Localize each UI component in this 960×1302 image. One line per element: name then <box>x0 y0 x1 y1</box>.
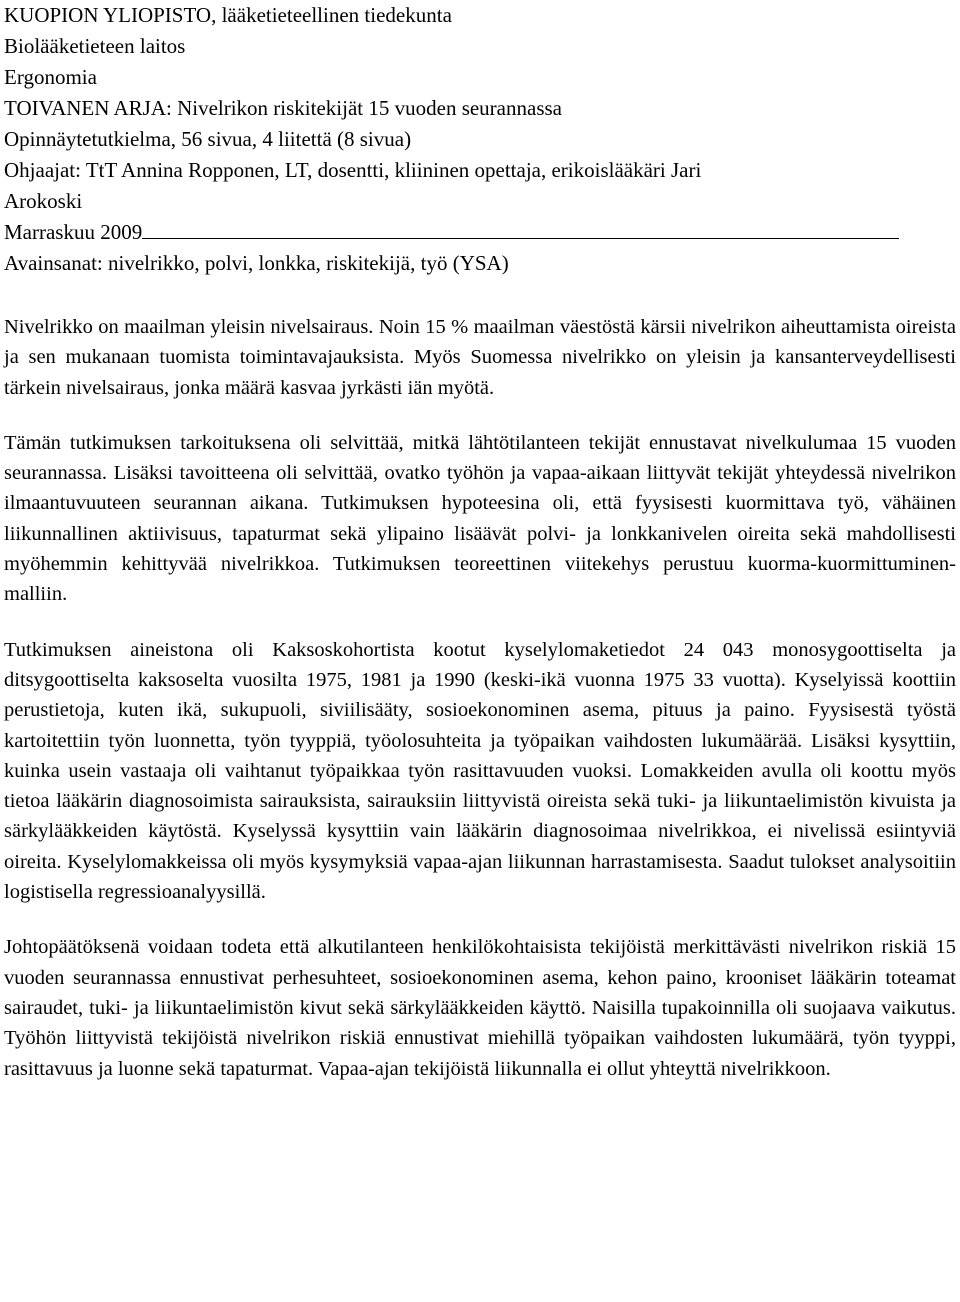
date-text: Marraskuu 2009 <box>4 220 143 244</box>
abstract-paragraph-4: Johtopäätöksenä voidaan todeta että alkutilanteen henkilökohtaisista tekijöistä merkittävästi nivelrikon riskiä 15 vuoden seurannassa ennustivat perhesuhteet, sosioekonominen asema, kehon paino, krooniset lääkärin toteamat sairaudet, tuki- ja liikuntaelimistön kivut sekä särkylääkkeiden käyttö. Naisilla tupakoinnilla oli suojaava vaikutus. Työhön liittyvistä tekijöistä nivelrikon riskiä ennustivat miehillä työpaikan vaihdosten lukumäärä, työn tyyppi, rasittavuus ja luonne sekä tapaturmat. Vapaa-ajan tekijöistä liikunnalla ei ollut yhteyttä nivelrikkoon. <box>4 936 956 1080</box>
university-line: KUOPION YLIOPISTO, lääketieteellinen tiedekunta <box>4 3 452 27</box>
document-header <box>4 0 956 279</box>
abstract-paragraph-2: Tämän tutkimuksen tarkoituksena oli selvittää, mitkä lähtötilanteen tekijät ennustavat nivelkulumaa 15 vuoden seurannassa. Lisäksi tavoitteena oli selvittää, ovatko työhön ja vapaa-aikaan liittyvät tekijät yhteydessä nivelrikon ilmaantuvuuteen seurannan aikana. Tutkimuksen hypoteesina oli, että fyysisesti kuormittava työ, vähäinen liikunnallinen aktiivisuus, tapaturmat sekä ylipaino lisäävät polvi- ja lonkkanivelen oireita sekä mahdollisesti myöhemmin kehittyvää nivelrikkoa. Tutkimuksen teoreettinen viitekehys perustuu kuorma-kuormittuminen-malliin. <box>4 431 956 606</box>
abstract-paragraph-1: Nivelrikko on maailman yleisin nivelsairaus. Noin 15 % maailman väestöstä kärsii nivelrikon aiheuttamista oireista ja sen mukanaan tuomista toimintavajauksista. Myös Suomessa nivelrikko on yleisin ja kansanterveydellisesti tärkein nivelsairaus, jonka määrä kasvaa jyrkästi iän myötä. <box>4 316 956 399</box>
abstract-paragraph-3: Tutkimuksen aineistona oli Kaksoskohortista kootut kyselylomaketiedot 24 043 monosygoottiselta ja ditsygoottiselta kaksoselta vuosilta 1975, 1981 ja 1990 (keski-ikä vuonna 1975 33 vuotta). Kyselyissä koottiin perustietoja, kuten ikä, sukupuoli, siviilisääty, sosioekonominen asema, pituus ja paino. Fyysisestä työstä kartoitettiin työn luonnetta, työn tyyppiä, työolosuhteita ja työpaikan vaihdosten lukumäärää. Lisäksi kysyttiin, kuinka usein vastaaja oli vaihtanut työpaikkaa työn rasittavuuden vuoksi. Lomakkeiden avulla oli koottu myös tietoa lääkärin diagnosoimista sairauksista, sairauksiin liittyvistä oireista sekä tuki- ja liikuntaelimistön kivuista ja särkylääkkeiden käytöstä. Kyselyssä kysyttiin vain lääkärin diagnosoimaa nivelrikkoa, ei nivelissä esiintyviä oireita. Kyselylomakkeissa oli myös kysymyksiä vapaa-ajan liikunnan harrastamisesta. Saadut tulokset analysoitiin logistisella regressioanalyysillä. <box>4 638 956 904</box>
supervisors-line-1: Ohjaajat: TtT Annina Ropponen, LT, dosentti, kliininen opettaja, erikoislääkäri Jari <box>4 158 702 182</box>
thesis-info-line: Opinnäytetutkielma, 56 sivua, 4 liitettä (8 sivua) <box>4 127 412 151</box>
abstract-body <box>4 312 956 1084</box>
supervisors-line-2: Arokoski <box>4 189 83 213</box>
department-line: Biolääketieteen laitos <box>4 34 186 58</box>
date-underline-rule <box>142 219 899 239</box>
keywords-line: Avainsanat: nivelrikko, polvi, lonkka, riskitekijä, työ (YSA) <box>4 251 509 275</box>
document-page <box>4 0 956 1084</box>
author-title-line: TOIVANEN ARJA: Nivelrikon riskitekijät 15 vuoden seurannassa <box>4 96 562 120</box>
date-line <box>4 217 956 248</box>
subject-line: Ergonomia <box>4 65 97 89</box>
